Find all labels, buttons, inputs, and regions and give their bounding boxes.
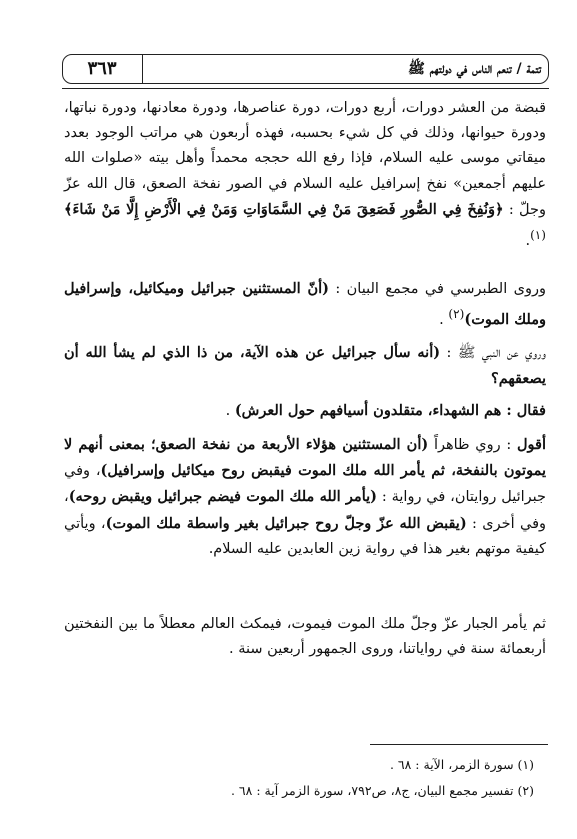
header-rule (62, 88, 549, 89)
paragraph-6-text: ثم يأمر الجبار عزّ وجلّ ملك الموت فيموت، فيمكث العالم معطلاً ما بين النفختين أربعمائة سنة في رواياتنا، وروى الجمهور أربعين سنة . (64, 616, 546, 658)
quran-verse: ﴿وَنُفِخَ فِي الصُّورِ فَصَعِقَ مَنْ فِي السَّمَاوَاتِ وَمَنْ فِي الْأَرْضِ إِلَّا مَنْ شَاءَ﴾ (64, 200, 504, 218)
body-text (64, 96, 546, 666)
paragraph-4-end: . (225, 403, 235, 419)
paragraph-3-quote: (أنه سأل جبرائيل عن هذه الآية، من ذا الذي لم يشأ الله أن يصعقهم؟ (64, 344, 546, 388)
footnote-ref-1: (١) (530, 228, 546, 243)
running-title: تتمة / تنعم الناس في دولتهم ﷺ (408, 61, 541, 77)
paragraph-5-quote-1: (أن المستثنين هؤلاء الأربعة من نفخة الصعق؛ بمعنى أنهم لا يموتون بالنفخة، ثم يأمر الله ملك الموت فيقبض روح ميكائيل وإسرافيل) (64, 436, 546, 480)
paragraph-5-quote-3: (يقبض الله عزّ وجلّ روح جبرائيل بغير واسطة ملك الموت) (105, 514, 467, 532)
paragraph-5 (64, 432, 546, 612)
paragraph-2-text: وروى الطبرسي في مجمع البيان : (329, 281, 546, 297)
paragraph-5-quote-2: (يأمر الله ملك الموت فيضم جبرائيل ويقبض روحه) (68, 488, 378, 506)
paragraph-2-quote: (أنّ المستثنين جبرائيل وميكائيل، وإسرافيل وملك الموت) (64, 280, 546, 329)
paragraph-5-text-4: ، ويأتي كيفية موتهم بغير هذا في رواية زين العابدين عليه السلام. (64, 515, 546, 557)
footnote-ref-2: (٢) (448, 307, 465, 322)
paragraph-5-lead: أقول (517, 436, 546, 453)
paragraph-5-text-1: : روي ظاهراً (428, 437, 517, 453)
paragraph-2 (64, 276, 546, 340)
footnote-separator (370, 744, 548, 745)
footnote-1: (١) سورة الزمر، الآية : ٦٨ . (389, 757, 534, 772)
paragraph-4 (64, 398, 546, 432)
footnotes (64, 752, 546, 804)
paragraph-5-text-2: ، وفي جبرائيل روايتان، في رواية : (64, 463, 546, 506)
paragraph-1-text: قبضة من العشر دورات، أربع دورات، دورة عناصرها، ودورة معادنها، ودورة نباتها، ودورة حيوانها، وذلك في كل شيء بحسبه، فهذه أربعون هي مراتب الوجود بعدد ميقاتي موسى عليه السلام، فإذا رفع الله حججه محمداً وأهل بيته «صلوات الله عليهم أجمعين» نفخ إسرافيل عليه السلام في الصور نفخة الصعق، قال الله عزّ وجلّ : (64, 100, 546, 218)
paragraph-1 (64, 96, 546, 276)
paragraph-1-end: . (525, 232, 531, 249)
footnote-2: (٢) تفسير مجمع البيان، ج٨، ص٧٩٢، سورة الزمر آية : ٦٨ . (230, 783, 534, 798)
paragraph-5-text-3: ، وفي أخرى : (64, 489, 546, 532)
paragraph-3 (64, 340, 546, 398)
paragraph-6 (64, 612, 546, 666)
paragraph-3-text: وروي عن النبي ﷺ : (440, 345, 547, 361)
page-number: ٣٦٣ (87, 58, 117, 79)
header-divider (142, 54, 143, 84)
paragraph-2-end: . (439, 312, 449, 329)
paragraph-4-quote: فقال : هم الشهداء، متقلدون أسيافهم حول العرش) (234, 402, 546, 419)
